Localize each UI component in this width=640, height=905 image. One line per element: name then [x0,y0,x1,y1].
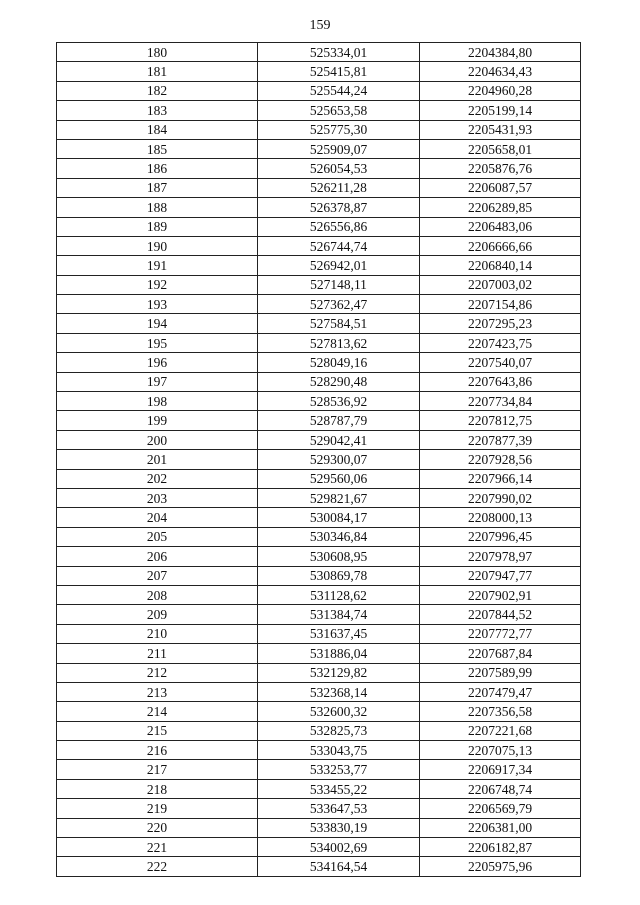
x-coordinate-cell: 525415,81 [258,62,420,81]
point-number-cell: 220 [57,818,258,837]
y-coordinate-cell: 2204384,80 [420,43,581,62]
x-coordinate-cell: 531128,62 [258,585,420,604]
table-row [57,702,581,721]
y-coordinate-cell: 2206483,06 [420,217,581,236]
y-coordinate-cell: 2207772,77 [420,624,581,643]
table-row [57,411,581,430]
x-coordinate-cell: 525334,01 [258,43,420,62]
y-coordinate-cell: 2207687,84 [420,644,581,663]
coordinates-table [56,42,581,877]
table-row [57,101,581,120]
y-coordinate-cell: 2207812,75 [420,411,581,430]
point-number-cell: 191 [57,256,258,275]
x-coordinate-cell: 534002,69 [258,838,420,857]
table-row [57,430,581,449]
point-number-cell: 200 [57,430,258,449]
x-coordinate-cell: 525775,30 [258,120,420,139]
y-coordinate-cell: 2206748,74 [420,779,581,798]
y-coordinate-cell: 2207928,56 [420,450,581,469]
x-coordinate-cell: 527362,47 [258,295,420,314]
table-row [57,392,581,411]
point-number-cell: 210 [57,624,258,643]
x-coordinate-cell: 533043,75 [258,741,420,760]
point-number-cell: 192 [57,275,258,294]
x-coordinate-cell: 529560,06 [258,469,420,488]
x-coordinate-cell: 534164,54 [258,857,420,876]
x-coordinate-cell: 525544,24 [258,81,420,100]
y-coordinate-cell: 2205876,76 [420,159,581,178]
point-number-cell: 222 [57,857,258,876]
point-number-cell: 187 [57,178,258,197]
table-row [57,527,581,546]
table-row [57,81,581,100]
table-row [57,682,581,701]
y-coordinate-cell: 2205199,14 [420,101,581,120]
table-row [57,314,581,333]
x-coordinate-cell: 529042,41 [258,430,420,449]
x-coordinate-cell: 528049,16 [258,353,420,372]
y-coordinate-cell: 2205431,93 [420,120,581,139]
y-coordinate-cell: 2207643,86 [420,372,581,391]
x-coordinate-cell: 532825,73 [258,721,420,740]
point-number-cell: 195 [57,333,258,352]
x-coordinate-cell: 532600,32 [258,702,420,721]
y-coordinate-cell: 2205658,01 [420,139,581,158]
x-coordinate-cell: 527584,51 [258,314,420,333]
table-row [57,624,581,643]
table-row [57,62,581,81]
y-coordinate-cell: 2207479,47 [420,682,581,701]
table-row [57,779,581,798]
x-coordinate-cell: 533830,19 [258,818,420,837]
y-coordinate-cell: 2204960,28 [420,81,581,100]
table-row [57,799,581,818]
x-coordinate-cell: 526054,53 [258,159,420,178]
point-number-cell: 184 [57,120,258,139]
point-number-cell: 207 [57,566,258,585]
y-coordinate-cell: 2208000,13 [420,508,581,527]
table-row [57,818,581,837]
point-number-cell: 208 [57,585,258,604]
x-coordinate-cell: 527813,62 [258,333,420,352]
coordinates-table-body [57,43,581,877]
table-row [57,488,581,507]
table-row [57,663,581,682]
table-row [57,857,581,876]
y-coordinate-cell: 2206087,57 [420,178,581,197]
point-number-cell: 214 [57,702,258,721]
x-coordinate-cell: 530346,84 [258,527,420,546]
point-number-cell: 206 [57,547,258,566]
point-number-cell: 212 [57,663,258,682]
y-coordinate-cell: 2207877,39 [420,430,581,449]
y-coordinate-cell: 2206182,87 [420,838,581,857]
y-coordinate-cell: 2207947,77 [420,566,581,585]
x-coordinate-cell: 526744,74 [258,236,420,255]
y-coordinate-cell: 2204634,43 [420,62,581,81]
point-number-cell: 180 [57,43,258,62]
y-coordinate-cell: 2207978,97 [420,547,581,566]
y-coordinate-cell: 2207295,23 [420,314,581,333]
table-row [57,838,581,857]
point-number-cell: 185 [57,139,258,158]
y-coordinate-cell: 2207844,52 [420,605,581,624]
x-coordinate-cell: 528290,48 [258,372,420,391]
point-number-cell: 193 [57,295,258,314]
point-number-cell: 213 [57,682,258,701]
point-number-cell: 197 [57,372,258,391]
point-number-cell: 189 [57,217,258,236]
y-coordinate-cell: 2206840,14 [420,256,581,275]
x-coordinate-cell: 530869,78 [258,566,420,585]
x-coordinate-cell: 531637,45 [258,624,420,643]
point-number-cell: 194 [57,314,258,333]
point-number-cell: 182 [57,81,258,100]
point-number-cell: 215 [57,721,258,740]
y-coordinate-cell: 2207221,68 [420,721,581,740]
table-row [57,198,581,217]
point-number-cell: 202 [57,469,258,488]
y-coordinate-cell: 2207356,58 [420,702,581,721]
y-coordinate-cell: 2206569,79 [420,799,581,818]
x-coordinate-cell: 526942,01 [258,256,420,275]
x-coordinate-cell: 530608,95 [258,547,420,566]
x-coordinate-cell: 528536,92 [258,392,420,411]
y-coordinate-cell: 2207423,75 [420,333,581,352]
table-row [57,43,581,62]
table-row [57,508,581,527]
y-coordinate-cell: 2206917,34 [420,760,581,779]
y-coordinate-cell: 2207996,45 [420,527,581,546]
table-row [57,372,581,391]
y-coordinate-cell: 2206289,85 [420,198,581,217]
table-row [57,159,581,178]
point-number-cell: 205 [57,527,258,546]
table-row [57,295,581,314]
table-row [57,450,581,469]
y-coordinate-cell: 2205975,96 [420,857,581,876]
x-coordinate-cell: 525653,58 [258,101,420,120]
x-coordinate-cell: 529300,07 [258,450,420,469]
x-coordinate-cell: 526378,87 [258,198,420,217]
point-number-cell: 203 [57,488,258,507]
x-coordinate-cell: 533647,53 [258,799,420,818]
point-number-cell: 216 [57,741,258,760]
x-coordinate-cell: 531384,74 [258,605,420,624]
point-number-cell: 183 [57,101,258,120]
page-number: 159 [309,18,331,33]
table-row [57,547,581,566]
point-number-cell: 219 [57,799,258,818]
y-coordinate-cell: 2207154,86 [420,295,581,314]
x-coordinate-cell: 532129,82 [258,663,420,682]
y-coordinate-cell: 2206666,66 [420,236,581,255]
table-row [57,760,581,779]
table-row [57,256,581,275]
point-number-cell: 190 [57,236,258,255]
x-coordinate-cell: 530084,17 [258,508,420,527]
y-coordinate-cell: 2206381,00 [420,818,581,837]
table-row [57,566,581,585]
y-coordinate-cell: 2207540,07 [420,353,581,372]
table-row [57,139,581,158]
point-number-cell: 196 [57,353,258,372]
y-coordinate-cell: 2207075,13 [420,741,581,760]
x-coordinate-cell: 533455,22 [258,779,420,798]
x-coordinate-cell: 525909,07 [258,139,420,158]
y-coordinate-cell: 2207734,84 [420,392,581,411]
point-number-cell: 201 [57,450,258,469]
point-number-cell: 211 [57,644,258,663]
x-coordinate-cell: 533253,77 [258,760,420,779]
point-number-cell: 186 [57,159,258,178]
table-row [57,236,581,255]
x-coordinate-cell: 532368,14 [258,682,420,701]
point-number-cell: 199 [57,411,258,430]
table-row [57,644,581,663]
y-coordinate-cell: 2207990,02 [420,488,581,507]
point-number-cell: 188 [57,198,258,217]
y-coordinate-cell: 2207902,91 [420,585,581,604]
x-coordinate-cell: 526556,86 [258,217,420,236]
y-coordinate-cell: 2207003,02 [420,275,581,294]
table-row [57,275,581,294]
point-number-cell: 181 [57,62,258,81]
table-row [57,120,581,139]
table-row [57,178,581,197]
point-number-cell: 204 [57,508,258,527]
table-row [57,585,581,604]
y-coordinate-cell: 2207966,14 [420,469,581,488]
x-coordinate-cell: 529821,67 [258,488,420,507]
x-coordinate-cell: 531886,04 [258,644,420,663]
x-coordinate-cell: 527148,11 [258,275,420,294]
point-number-cell: 198 [57,392,258,411]
point-number-cell: 221 [57,838,258,857]
point-number-cell: 218 [57,779,258,798]
table-row [57,333,581,352]
table-row [57,217,581,236]
table-row [57,605,581,624]
x-coordinate-cell: 528787,79 [258,411,420,430]
x-coordinate-cell: 526211,28 [258,178,420,197]
table-row [57,353,581,372]
y-coordinate-cell: 2207589,99 [420,663,581,682]
table-row [57,721,581,740]
table-row [57,469,581,488]
point-number-cell: 217 [57,760,258,779]
table-row [57,741,581,760]
point-number-cell: 209 [57,605,258,624]
